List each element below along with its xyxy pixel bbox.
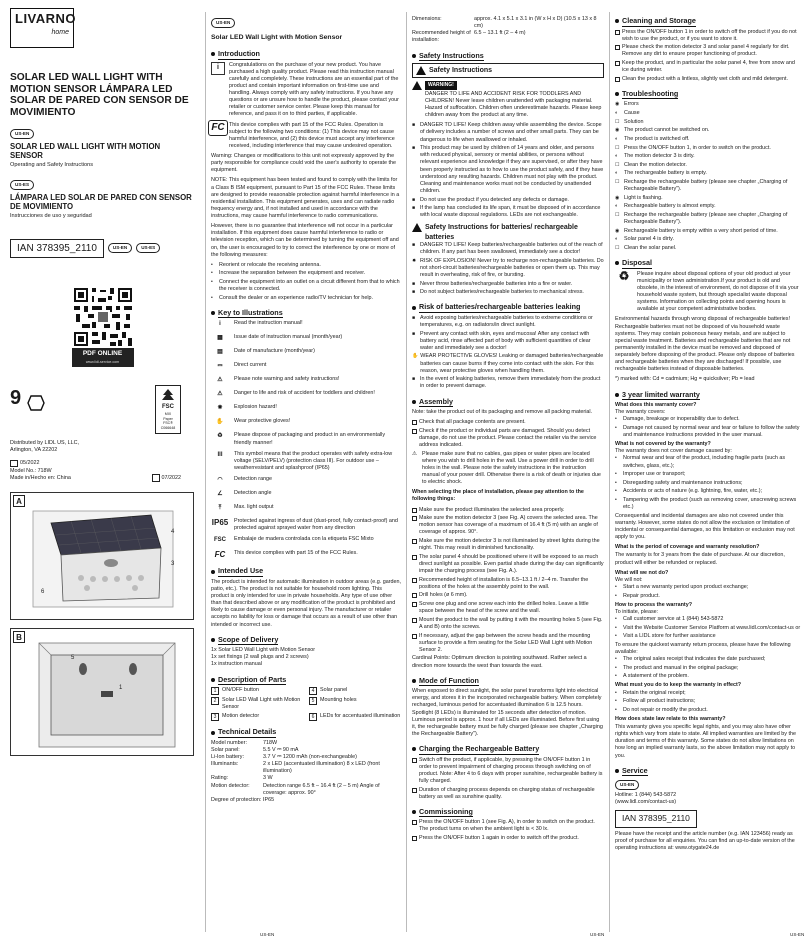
part-number: 6 bbox=[309, 713, 317, 721]
part-label: Solar LED Wall Light with Motion Sensor bbox=[222, 697, 301, 711]
list-item: Avoid exposing batteries/rechargeable batteries to extreme conditions or temperatures, e.g. on radiators/in direct sunlight. bbox=[420, 314, 593, 328]
list-item: Make sure the motion detector 3 (see Fig. A) covers the selected area. The motion sensor has coverage of a maximum of 16.4 ft (5 m) with an angle of coverage of approx. 90°. bbox=[419, 515, 598, 536]
solution-icon: ☐ bbox=[615, 118, 620, 125]
key-text: Max. light output bbox=[234, 504, 274, 511]
disposal-block bbox=[615, 271, 802, 314]
lang-title-en: SOLAR LED WALL LIGHT WITH MOTION SENSOR bbox=[10, 141, 161, 160]
svg-text:6: 6 bbox=[41, 589, 45, 596]
qr-code-icon[interactable] bbox=[72, 286, 134, 348]
info-icon: i bbox=[211, 62, 225, 75]
section-heading: Technical Details bbox=[211, 727, 401, 738]
pdf-online-label: PDF ONLINE bbox=[72, 348, 134, 361]
made-in: Made in/Hecho en: China bbox=[10, 474, 71, 481]
model-number: Model No.: 718W bbox=[10, 467, 52, 474]
hazards-text: Environmental hazards through wrong disposal of rechargeable batteries! Rechargeable batteries must not be disposed of via household waste systems. They may contain poisonous heavy metals, and are subject to special waste treatment. Batteries and rechargeable batteries that are not permanently installed in the device must be removed and disposed of separately before disposing of the product. Please only dispose of batteries and rechargeable batteries when they are discharged! If possible, use rechargeable batteries instead of disposable batteries. bbox=[615, 316, 795, 373]
list-item: Switch off the product, if applicable, by pressing the ON/OFF button 1 in order to prevent impairment of charging process through switching on of product. Note: After 4 to 6 days with proper sunshine, rechargeable battery is fully charged. bbox=[419, 756, 603, 784]
key-text: This device complies with part 15 of the FCC Rules. bbox=[234, 550, 358, 557]
list-item: Press the ON/OFF button 1 again in order to switch off the product. bbox=[419, 835, 579, 842]
list-item: This product may be used by children of 14 years and older, and persons with reduced physical, sensory or mental abilities, or persons without relevant experience and knowledge if they are supervised, or after they have been properly instructed as to how to use the product safely, and if they have understood any resulting hazards. Children must not play with the product. Cleaning and maintenance works must not be conducted by unattended children. bbox=[420, 145, 604, 194]
light-output-icon: ⤒ bbox=[218, 505, 222, 512]
list-item: Do not repair or modify the product. bbox=[623, 706, 708, 713]
logo-brand: LIVARNO bbox=[15, 11, 77, 26]
section-heading: Cleaning and Storage bbox=[615, 16, 802, 27]
section-heading: 3 year limited warranty bbox=[615, 390, 802, 401]
list-item: Accidents or acts of nature (e.g. lightning, fire, water, etc.); bbox=[623, 488, 763, 495]
spec-row: Illuminants: 2 x LED (accentuated illumination) 8 x LED (front illumination) bbox=[211, 761, 380, 775]
calendar-icon bbox=[10, 460, 18, 467]
list-item: Keep the product, and in particular the solar panel 4, free from snow and ice during winter. bbox=[622, 60, 795, 74]
wall-light-front-drawing bbox=[11, 493, 194, 620]
ian-badge-es: US-ES bbox=[136, 243, 160, 253]
key-text: Detection range bbox=[234, 476, 273, 483]
cause-icon: ◐ bbox=[615, 236, 619, 243]
section-heading: Introduction bbox=[211, 49, 401, 60]
service-url[interactable]: (www.lidl.com/contact-us) bbox=[615, 799, 677, 806]
page-count: 9 bbox=[10, 387, 22, 410]
lang-section-es bbox=[10, 178, 195, 221]
warning-triangle-icon bbox=[416, 66, 426, 75]
list-item: WEAR PROTECTIVE GLOVES! Leaking or damaged batteries/rechargeable batteries can cause burns if they come into contact with the skin. For this reason, wear protective gloves when handling them. bbox=[420, 353, 604, 374]
warning-badge: WARNING! bbox=[425, 81, 457, 90]
trouble-list: ◉ Errors ◐ Cause ☐ Solution ◉ The product cannot be switched on. ◐ The product is switched off. ☐ Press the ON/OFF button 1, in order to switch on the product. ◐ The motion detector 3 is dirty. ☐ Clean the motion detector. ◐ The rechargeable battery is empty. ☐ Recharge the rechargeable battery (please see chapter „Charging of Rechargeable Battery"). ◉ Light is flashing. ◐ Rechargeable battery is almost empty. ☐ Recharge the rechargeable battery (please see chapter „Charging of Rechargeable Battery"). ◉ Rechargeable battery is empty within a very short period of time. ◐ Solar panel 4 is dirty. ☐ Clean the solar panel. bbox=[615, 101, 788, 251]
manufacture-date: 05/2022 bbox=[20, 460, 40, 467]
fsc-mix: MIX bbox=[164, 411, 172, 416]
cover-title: SOLAR LED WALL LIGHT WITH MOTION SENSOR LÁMPARA LED SOLAR DE PARED CON SENSOR DE MOVIMIENTO bbox=[10, 72, 189, 119]
warranty-subheading: What is not covered by the warranty? bbox=[615, 441, 711, 448]
model-row bbox=[10, 468, 195, 483]
spec-row: Recommended height of installation: 6.5 – 13.1 ft (2 – 4 m) bbox=[412, 30, 526, 44]
warning-paragraph: Warning: Changes or modifications to this unit not expressly approved by the party responsible for compliance could void the user's authority to operate the equipment. bbox=[211, 153, 397, 174]
cause-icon: ◐ bbox=[615, 135, 619, 142]
cardinal-points: Cardinal Points: Optimum direction is pointing southward. Rather select a direction more towards the west than towards the east. bbox=[412, 655, 587, 669]
lang-section-en bbox=[10, 127, 195, 170]
list-item: Please check the motion detector 3 and solar panel 4 regularly for dirt. Remove any dirt to ensure proper functioning of product. bbox=[622, 44, 790, 58]
solution-icon: ☐ bbox=[615, 245, 620, 251]
battery-heading: Safety Instructions for batteries/ rechargeable batteries bbox=[412, 223, 604, 241]
part-label: ON/OFF button bbox=[222, 687, 259, 694]
error-icon: ◉ bbox=[615, 227, 620, 234]
part-number: 2 bbox=[211, 697, 219, 705]
cover-info-left bbox=[10, 385, 45, 411]
note-paragraph: NOTE: This equipment has been tested and found to comply with the limits for a Class B ISM equipment, pursuant to Part 15 of the FCC Rules. These limits are designed to provide reasonable protection against harmful interference in a residential installation. This equipment generates, uses and can radiate radio frequency energy and, if not installed and used in accordance with the instructions, may cause harmful interference to radio communications. bbox=[211, 177, 400, 220]
list-item: Drill holes (ø 6 mm). bbox=[419, 592, 468, 599]
error-icon: ◉ bbox=[615, 101, 620, 108]
cover-column bbox=[0, 0, 203, 942]
list-item: DANGER TO LIFE! Keep batteries/rechargeable batteries out of the reach of children. If any part has been swallowed, immediately see a doctor! bbox=[420, 241, 603, 256]
explosion-icon: ✸ bbox=[412, 257, 417, 264]
parts-grid bbox=[211, 687, 401, 721]
list-item: Press the ON/OFF button 1 in order to switch off the product if you do not wish to use the product, or if you want to store it. bbox=[622, 28, 797, 42]
key-text: Explosion hazard! bbox=[234, 404, 277, 411]
list-item: Press the ON/OFF button 1 (see Fig. A), in order to switch on the product. The product turns on when the ambient light is < 30 lx. bbox=[419, 819, 595, 833]
specs-table bbox=[211, 740, 401, 804]
hexagon-icon bbox=[27, 395, 45, 411]
list-item[interactable]: Visit the Website Customer Service Platform at www.lidl.com/contact-us or bbox=[623, 624, 801, 631]
list-item: Make sure the product illuminates the selected area properly. bbox=[419, 506, 565, 513]
list-item: Start a new warranty period upon product exchange; bbox=[623, 583, 749, 590]
cause-icon: ◐ bbox=[615, 203, 619, 210]
list-item: Screw one plug and one screw each into the drilled holes. Leave a little space between the head of the screw and the wall. bbox=[419, 601, 589, 615]
assembly-note: Note: take the product out of its packaging and remove all packing material. bbox=[412, 409, 593, 416]
lang-sub-es: Instrucciones de uso y seguridad bbox=[10, 213, 92, 220]
divider bbox=[205, 12, 206, 932]
part-number: 5 bbox=[309, 697, 317, 705]
key-text: Please dispose of packaging and product in an environmentally friendly manner! bbox=[234, 432, 386, 446]
list-item: Retain the original receipt; bbox=[623, 689, 686, 696]
list-item: Duration of charging process depends on charging status of rechargeable battery as well as sunshine quality. bbox=[419, 786, 595, 800]
fsc-label: FSC bbox=[162, 403, 174, 410]
child-warning-icon: ⚠ bbox=[217, 391, 223, 398]
spec-row: Degree of protection: IP65 bbox=[211, 796, 275, 803]
section-heading: Key to Illustrations bbox=[211, 308, 401, 319]
warning-lead bbox=[412, 81, 604, 122]
mode-text: When exposed to direct sunlight, the solar panel transforms light into electrical energy, and stores it in the incorporated rechargeable battery. When completely recharged, luminous period for accentuated illumination 6 is 12.5 hours. Spotlight (8 LEDs) is illuminated for 15 seconds after detection of motion. Luminous period is approx. 1 hour if all LEDs are illuminated. Before first using it, the rechargeable battery must be fully charged (please see chapter „Charging the Rechargeable Battery"). bbox=[412, 688, 603, 737]
part-label: Mounting holes bbox=[320, 697, 357, 704]
child-warning-icon bbox=[412, 81, 422, 90]
solution-icon: ☐ bbox=[615, 212, 620, 218]
ian-row bbox=[10, 239, 195, 258]
fcc-block bbox=[211, 122, 401, 151]
column-3 bbox=[408, 0, 608, 942]
list-item: A statement of the problem. bbox=[623, 673, 689, 680]
fsc-tree-icon bbox=[160, 388, 176, 402]
svg-text:3: 3 bbox=[171, 561, 175, 568]
part-number: 4 bbox=[309, 687, 317, 695]
list-item: Damage not caused by normal wear and tear or failure to follow the safety and maintenance instructions provided in the user manual. bbox=[623, 424, 800, 438]
section-heading: Assembly bbox=[412, 397, 604, 408]
error-icon: ◉ bbox=[615, 194, 620, 201]
key-list bbox=[211, 320, 401, 560]
lang-badge-es: US-ES bbox=[10, 180, 34, 190]
list-item: 1x Solar LED Wall Light with Motion Sensor bbox=[211, 647, 316, 654]
risk-list: ■ Avoid exposing batteries/rechargeable batteries to extreme conditions or temperatures, e.g. on radiators/in direct sunlight. ■ Prevent any contact with skin, eyes and mucosa! After any contact with battery acid, rinse affected part of body with sufficient quantities of clear water and immediately see a doctor! ✋ WEAR PROTECTIVE GLOVES! Leaking or damaged batteries/rechargeable batteries can cause burns if they come into contact with the skin. For this reason, wear protective gloves when handling them. ■ In the event of leaking batteries, remove them immediately from the product in order to prevent damage. bbox=[412, 314, 604, 390]
issue-date: 07/2022 bbox=[161, 474, 181, 481]
list-item: 1x instruction manual bbox=[211, 661, 262, 668]
svg-text:5: 5 bbox=[71, 655, 75, 662]
list-item: Never throw batteries/rechargeable batteries into a fire or water. bbox=[420, 280, 573, 287]
list-item: The solar panel 4 should be positioned where it will be exposed to as much direct sunlight as possible. Even partial shade during the day can significantly impair the charging process (see Fig. A.). bbox=[419, 553, 604, 575]
safety-box-header: Safety Instructions bbox=[416, 66, 600, 75]
list-item: Do not subject batteries/rechargeable batteries to mechanical stress. bbox=[420, 289, 584, 296]
list-item: If necessary, adjust the gap between the screw heads and the mounting surface to provide a firm seating for the Solar LED Wall Light with Motion Sensor 2. bbox=[419, 632, 593, 653]
list-item: Call customer service at 1 (844) 543-5872 bbox=[623, 615, 724, 622]
recycle-icon: ♻ bbox=[217, 433, 223, 440]
fcc-logo-icon: FC bbox=[211, 122, 225, 135]
safety-lead-text: DANGER TO LIFE AND ACCIDENT RISK FOR TODDLERS AND CHILDREN! Never leave children unattended with packaging material. Hazard of suffocation. Children often underestimate hazards. Please keep children away from the product at any time. bbox=[425, 90, 602, 119]
disposal-text: Please inquire about disposal options of your old product at your municipality or town administration.If your product is old and obsolete, in the interest of environment, do not dispose of it via your household waste system, but through specialist waste disposal systems. Information on collecting points and opening hours is available at your competent administrative bodies. bbox=[637, 270, 799, 313]
location-heading: When selecting the place of installation, please pay attention to the following things: bbox=[412, 489, 584, 503]
lang-badge: US-EN bbox=[615, 780, 639, 790]
safety-list: ■ DANGER TO LIFE! Keep children away while assembling the device. Scope of delivery includes a number of screws and other small parts. They can be dangerous to life when swallowed or inhaled. ■ This product may be used by children of 14 years and older, and persons with reduced physical, sensory or mental abilities, or persons without relevant experience and knowledge if they are supervised, or after they have been properly instructed as to how to use the product safely, and if they have understood any resulting hazards. Children must not play with the product. Cleaning and maintenance works must not be conducted by unattended children. ■ Do not use the product if you detected any defects or damage. ■ If the lamp has concluded its life span, it must be disposed of in accordance with local waste disposal regulations. LEDs are not exchangeable. bbox=[412, 122, 604, 219]
list-item: Consult the dealer or an experience radio/TV technician for help. bbox=[219, 294, 374, 301]
list-item: The original sales receipt that indicates the date purchased; bbox=[623, 656, 766, 662]
intended-use-text: The product is intended for automatic illumination in outdoor areas (e.g. garden, patio, etc.). The product is not suitable for household room lighting. This product is only intended for use in private households. Any type of use other than that described above or any modification of the product is prohibited and likely to cause damage or even personal injury. The manufacturer or retailer accepts no liability for loss or damage that occurs as a result of use other than intended or incorrect use. bbox=[211, 578, 401, 628]
spec-row: Dimensions: approx. 4.1 x 5.1 x 3.1 in (W x H x D) (10.5 x 13 x 8 cm) bbox=[412, 16, 597, 30]
list-item: Damage, breakage or inoperability due to defect. bbox=[623, 416, 740, 423]
list-item: Improper use or transport; bbox=[623, 471, 686, 478]
factory-icon: ▤ bbox=[217, 349, 223, 356]
spec-row: Solar panel: 5.5 V ⎓ 90 mA bbox=[211, 746, 299, 753]
ian-number: IAN 378395_2110 bbox=[615, 810, 697, 827]
scope-list bbox=[211, 647, 401, 668]
error-icon: ◉ bbox=[615, 127, 620, 134]
ian-number: IAN 378395_2110 bbox=[10, 239, 104, 258]
list-item: Connect the equipment into an outlet on a circuit different from that to which the receiver is connected. bbox=[219, 279, 400, 293]
list-item: 1x set fixings (2 wall plugs and 2 screws) bbox=[211, 654, 309, 661]
fsc-paper: Paper bbox=[163, 416, 173, 421]
warranty-subheading: How to process the warranty? bbox=[615, 601, 692, 608]
ip65-icon: IP65 bbox=[211, 517, 229, 527]
key-text: This symbol means that the product operates with safety extra-low voltage (SELV/PELV) (protection class III). For outdoor use – weatherresistant and splashproof (IP65) bbox=[234, 450, 393, 471]
key-text: Embalaje de madera controlada con la etiqueta FSC Mixto bbox=[234, 536, 374, 543]
cause-icon: ◐ bbox=[615, 110, 619, 116]
safety-box bbox=[412, 63, 604, 78]
illustration-a bbox=[10, 492, 194, 620]
page-footer: US-EN bbox=[790, 931, 805, 937]
svg-text:1: 1 bbox=[119, 685, 123, 692]
protection-class-iii-icon: III bbox=[217, 451, 223, 458]
list-item: Check that all package contents are present. bbox=[419, 419, 526, 426]
lang-badge-en: US-EN bbox=[10, 129, 34, 139]
warranty-subheading: What will we not do? bbox=[615, 569, 669, 576]
hotline-text: Hotline: 1 (844) 543-5872 bbox=[615, 792, 677, 799]
list-item: Check if the product or individual parts are damaged. Should you detect damage, do not use the product. Please contact the retailer via the service address indicated. bbox=[419, 427, 597, 449]
warranty-subheading: What does this warranty cover? bbox=[615, 402, 697, 408]
key-text: Protected against ingress of dust (dust-proof, fully contact-proof) and protected against sprayed water from any direction bbox=[234, 518, 398, 532]
svg-text:4: 4 bbox=[171, 529, 175, 536]
page-footer: US-EN bbox=[590, 931, 605, 937]
cause-icon: ◐ bbox=[615, 170, 619, 177]
fsc-badge bbox=[155, 385, 181, 434]
warranty-subheading: What is the period of coverage and warranty resolution? bbox=[615, 544, 760, 551]
intro-text: Congratulations on the purchase of your new product. You have purchased a high quality product. Please read this instruction manual carefully and completely. These instructions are an essential part of the product and contain important information on first-time use and handling. Always comply with any safety instructions. If you have any questions or are unsure how to handle the product, please contact your retailer or customer service center. Please keep this manual for reference, and pass it on to third parties, if applicable. bbox=[229, 61, 399, 118]
section-heading: Scope of Delivery bbox=[211, 635, 401, 646]
section-heading: Charging the Rechargeable Battery bbox=[412, 744, 604, 755]
list-item: Visit a LIDL store for further assistance bbox=[623, 633, 716, 640]
issue-date-icon bbox=[152, 474, 160, 482]
part-label: LEDs for accentuated illumination bbox=[320, 713, 401, 720]
fsc-code: FSC® C066648 bbox=[160, 421, 176, 430]
key-text: Danger to life and risk of accident for toddlers and children! bbox=[234, 390, 375, 397]
list-item: Reorient or relocate the receiving antenna. bbox=[219, 261, 321, 268]
key-text: Wear protective gloves! bbox=[234, 418, 291, 425]
column-2 bbox=[207, 0, 405, 942]
key-text: Direct current bbox=[234, 362, 267, 369]
lang-sub-en: Operating and Safety Instructions bbox=[10, 162, 94, 169]
section-heading: Mode of Function bbox=[412, 676, 604, 687]
list-item: Prevent any contact with skin, eyes and mucosa! After any contact with battery acid, rinse affected part of body with sufficient quantities of clear water and immediately see a doctor! bbox=[420, 330, 591, 351]
section-heading: Disposal bbox=[615, 258, 802, 269]
key-text: Issue date of instruction manual (month/year) bbox=[234, 334, 343, 341]
distributor-text: Distributed by LIDL US, LLC, Arlington, VA 22202 bbox=[10, 439, 80, 453]
however-paragraph: However, there is no guarantee that interference will not occur in a particular installation. If this equipment does cause harmful interference to radio or television reception, which can be determined by turning the equipment off and on, the user is encouraged to try to correct the interference by one or more of the following measures: bbox=[211, 223, 399, 258]
issue-date-icon: ▦ bbox=[217, 335, 223, 342]
section-heading: Service bbox=[615, 766, 802, 777]
spec-row: Motion detector: Detection range 6.5 ft – 16.4 ft (2 – 5 m) Angle of coverage: approx. 90° bbox=[211, 782, 380, 796]
date-row bbox=[10, 460, 195, 467]
list-item: Do not use the product if you detected any defects or damage. bbox=[420, 196, 569, 203]
gloves-icon: ✋ bbox=[412, 353, 419, 360]
key-text: Date of manufacture (month/year) bbox=[234, 348, 315, 355]
charge-list bbox=[412, 757, 604, 801]
comm-list bbox=[412, 819, 604, 842]
manual-icon: i bbox=[219, 321, 221, 328]
spec-row: Model number: 718W bbox=[211, 739, 278, 746]
solution-icon: ☐ bbox=[615, 161, 620, 168]
solution-icon: ☐ bbox=[615, 144, 620, 151]
illustration-b bbox=[10, 628, 194, 756]
warranty-subheading: How does state law relate to this warranty? bbox=[615, 715, 726, 722]
list-item: If the lamp has concluded its life span, it must be disposed of in accordance with local waste disposal regulations. LEDs are not exchangeable. bbox=[420, 205, 601, 219]
fcc-icon: FC bbox=[214, 550, 226, 560]
column-4: Cleaning and Storage Press the ON/OFF button 1 in order to switch off the product if you do not wish to use the product, or if you want to store it. Please check the motion detector 3 and solar panel 4 regularly for dirt. Remove any dirt to ensure proper functioning of product. Keep the product, and in particular the solar panel 4, free from snow and ice during winter. Clean the product with a lintless, slightly wet cloth and mild detergent. Troubleshooting ◉ Errors ◐ Cause ☐ Solution ◉ The product cannot be switched on. ◐ The product is switched off. ☐ Press the ON/OFF button 1, in order to switch on the product. ◐ The motion detector 3 is dirty. ☐ Clean the motion detector. ◐ The rechargeable battery is empty. ☐ Recharge the rechargeable battery (please see chapter „Charging of Rechargeable Battery"). ◉ Light is flashing. ◐ Rechargeable battery is almost empty. ☐ Recharge the rechargeable battery (please see chapter „Charging of Rechargeable Battery"). ◉ Rechargeable battery is empty within a very short period of time. ◐ Solar panel 4 is dirty. ☐ Clean the solar panel. Disposal ♻ Please inquire about disposal options of your old product at your municipality or town administration.If your product is old and obsolete, in the interest of environment, do not dispose of it via your household waste system, but through specialist waste disposal systems. Information on collecting points and opening hours is available at your competent administrative bodies. Environmental hazards through wrong disposal of rechargeable batteries! Rechargeable batteries must not be disposed of via household waste systems. They may contain poisonous heavy metals, and are subject to special waste treatment. Batteries and rechargeable batteries that are not permanently installed in the device must be removed and disposed of separately before disposing of the product. Please only dispose of batteries and rechargeable batteries when they are discharged! If possible, use rechargeable batteries instead of disposable batteries. *) marked with: Cd = cadmium; Hg = quicksilver; Pb = lead 3 year limited warranty What does this warranty cover? The warranty covers: • Damage, breakage or inoperability due to defect. • Damage not caused by normal wear and tear or failure to follow the safety and maintenance instructions provided in the user manual. What is not covered by the warranty? The warranty does not cover damage caused by: • Normal wear and tear of the product, including fragile parts (such as switches, glass, etc.); • Improper use or transport; • Disregarding safety and maintenance instructions; • Accidents or acts of nature (e.g. lightning, fire, water, etc.); • Tampering with the product (such as removing cover, unscrewing screws etc.) Consequential and incidental damages are also not covered under this warranty. However, some states do not allow the exclusion or limitation of incidental or consequential damages, so this limitation or exclusion may not apply to you. What is the period of coverage and warranty resolution? The warranty is for 3 years from the date of purchase. At our discretion, product will either be refunded or replaced. What will we not do? We will not: • Start a new warranty period upon product exchange; • Repair product. How to process the warranty? To initiate, please: • Call customer service at 1 (844) 543-5872 • Visit the Website Customer Service Platform at www.lidl.com/contact-us or • Visit a LIDL store for further assistance To ensure the quickest warranty return process, please have the following available: • The original sales receipt that indicates the date purchased; • The product and manual in the original package; • A statement of the problem. What must you do to keep the warranty in effect? • Retain the original receipt; • Follow all product instructions; • Do not repair or modify the product. How does state law relate to this warranty? This warranty gives you specific legal rights, and you may also have other rights which vary from state to state. All implied warranties are limited by the duration and terms of this warranty. Some states do not allow limitations on how long an implied warranty lasts, so the above limitation may not apply to you. Service US-EN Hotline: 1 (844) 543-5872 (www.lidl.com/contact-us) IAN 378395_2110 Please have the receipt and the article number (e.g. IAN 123456) ready as proof of purchase for all enquiries. You can find an up-to-date version of the operating instructions at: www.otygate24.de bbox=[615, 16, 801, 851]
warning-triangle-icon: ⚠ bbox=[412, 450, 417, 457]
key-text: Read the instruction manual! bbox=[234, 320, 303, 327]
clean-list bbox=[615, 29, 802, 83]
explosion-icon: ✸ bbox=[217, 405, 223, 412]
part-number: 1 bbox=[211, 687, 219, 695]
warning-triangle-icon bbox=[412, 223, 422, 232]
section-heading: Description of Parts bbox=[211, 675, 401, 686]
part-number: 3 bbox=[211, 713, 219, 721]
divider bbox=[406, 12, 407, 932]
assembly-list bbox=[412, 419, 604, 486]
gloves-icon: ✋ bbox=[216, 419, 224, 426]
key-text: Please note warning and safety instructions! bbox=[234, 376, 340, 383]
version-row bbox=[152, 474, 182, 482]
location-list bbox=[412, 507, 604, 654]
section-heading: Safety Instructions bbox=[412, 51, 604, 62]
spec-row: Rating: 3 W bbox=[211, 775, 273, 782]
wall-light-back-drawing bbox=[11, 629, 194, 756]
lang-badge: US-EN bbox=[211, 18, 235, 28]
list-item: DANGER TO LIFE! Keep children away while assembling the device. Scope of delivery includes a number of screws and other small parts. They can be dangerous to life when swallowed or inhaled. bbox=[420, 122, 602, 143]
illustration-b-label: B bbox=[13, 631, 25, 643]
pdf-online-url[interactable]: www.lidl-service.com bbox=[72, 360, 134, 367]
list-item: RISK OF EXPLOSION! Never try to recharge non-rechargeable batteries. Do not short-circuit batteries/rechargeable batteries or open them up. This may result in overheating, risk of fire, or bursting. bbox=[420, 257, 604, 278]
illustration-a-label: A bbox=[13, 495, 25, 507]
logo-sub: home bbox=[51, 29, 69, 36]
solution-icon: ☐ bbox=[615, 179, 620, 185]
livarno-logo bbox=[10, 8, 77, 48]
warranty-subheading: What must you do to keep the warranty in effect? bbox=[615, 682, 742, 689]
list-item: Make sure the motion detector 3 is not illuminated by street lights during the night. This may result in diminished functionality. bbox=[419, 538, 600, 552]
cause-icon: ◐ bbox=[615, 153, 619, 160]
list-item: Follow all product instructions; bbox=[623, 698, 696, 705]
measures-list: • Reorient or relocate the receiving antenna. • Increase the separation between the equipment and receiver. • Connect the equipment into an outlet on a circuit different from that to which the receiver is connected. • Consult the dealer or an experience radio/TV technician for help. bbox=[211, 261, 400, 301]
key-text: Detection angle bbox=[234, 490, 272, 497]
list-item: In the event of leaking batteries, remove them immediately from the product in order to prevent damage. bbox=[420, 376, 601, 390]
page-footer: US-EN bbox=[260, 931, 275, 937]
hazards-note: *) marked with: Cd = cadmium; Hg = quicksilver; Pb = lead bbox=[615, 376, 755, 383]
list-item: Repair product. bbox=[623, 592, 660, 599]
list-item: The product and manual in the original package; bbox=[623, 664, 739, 671]
part-label: Solar panel bbox=[320, 687, 348, 694]
fsc-icon: FSC bbox=[214, 537, 226, 544]
list-item: Disregarding safety and maintenance instructions; bbox=[623, 479, 743, 486]
service-text: Please have the receipt and the article number (e.g. IAN 123456) ready as proof of purchase for all enquiries. You can find an up-to-date version of the operating instructions at: www.otygate24.de bbox=[615, 830, 795, 851]
section-heading: Commissioning bbox=[412, 807, 604, 818]
fcc-text: This device complies with part 15 of the FCC Rules. Operation is subject to the following two conditions: (1) This device may not cause harmful interference, and (2) this device must accept any interference received, including interference that may cause undesired operation. bbox=[229, 121, 395, 149]
distributor-info bbox=[10, 440, 195, 482]
list-item: Mount the product to the wall by putting it with the mounting holes 5 (see Fig. A and B) onto the screws. bbox=[419, 616, 603, 630]
ian-badge-en: US-EN bbox=[108, 243, 132, 253]
cover-info-row bbox=[10, 385, 195, 434]
warning-icon: ⚠ bbox=[217, 377, 223, 384]
battery-list: ■ DANGER TO LIFE! Keep batteries/rechargeable batteries out of the reach of children. If any part has been swallowed, immediately see a doctor! ✸ RISK OF EXPLOSION! Never try to recharge non-rechargeable batteries. Do not short-circuit batteries/rechargeable batteries or open them up. This may result in overheating, risk of fire, or bursting. ■ Never throw batteries/rechargeable batteries into a fire or water. ■ Do not subject batteries/rechargeable batteries to mechanical stress. bbox=[412, 241, 604, 296]
intro-block bbox=[211, 62, 401, 119]
detection-angle-icon: ∠ bbox=[217, 491, 223, 498]
list-item: Normal wear and tear of the product, including fragile parts (such as switches, glass, etc.); bbox=[623, 455, 786, 469]
list-item: Tampering with the product (such as removing cover, unscrewing screws etc.) bbox=[623, 497, 797, 511]
list-item: Recommended height of installation is 6.5–13.1 ft / 2–4 m. Transfer the positions of the holes at the assembly point to the wall. bbox=[419, 576, 589, 590]
part-label: Motion detector bbox=[222, 713, 260, 720]
list-item: Clean the product with a lintless, slightly wet cloth and mild detergent. bbox=[622, 75, 788, 82]
direct-current-icon: ⎓ bbox=[217, 363, 223, 370]
list-item: Please make sure that no cables, gas pipes or water pipes are located where you wish to drill holes in the wall. Use a power drill in order to drill holes in the wall. Please note the safety instructions in the instruction manual of your power drill. Otherwise there is a risk of death or injuries due to electric shock. bbox=[422, 450, 601, 486]
detection-range-icon: ◠ bbox=[217, 477, 223, 484]
lang-title-es: LÁMPARA LED SOLAR DE PARED CON SENSOR DE MOVIMIENTO bbox=[10, 192, 192, 211]
section-heading: Troubleshooting bbox=[615, 89, 802, 100]
section-heading: Risk of batteries/rechargeable batteries leaking bbox=[412, 302, 604, 313]
section-heading: Intended Use bbox=[211, 566, 401, 577]
recycle-icon: ♻ bbox=[618, 269, 630, 284]
list-item: Increase the separation between the equipment and receiver. bbox=[219, 270, 366, 277]
divider bbox=[609, 12, 610, 932]
spec-row: Li-Ion battery: 3.7 V ⎓ 1200 mAh (non-exchangeable) bbox=[211, 754, 357, 761]
product-header: Solar LED Wall Light with Motion Sensor bbox=[211, 34, 343, 42]
